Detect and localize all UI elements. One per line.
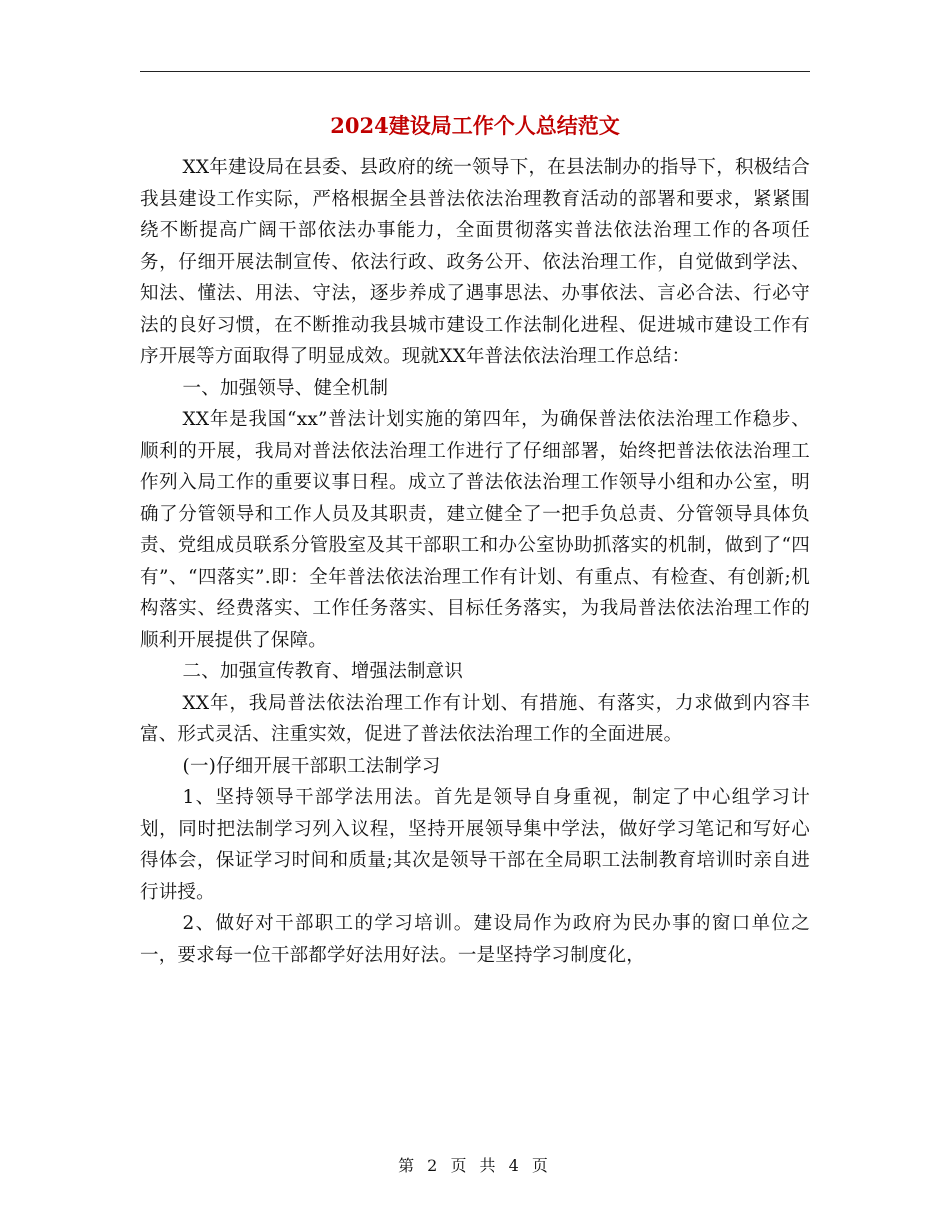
- paragraph-intro: XX年建设局在县委、县政府的统一领导下，在县法制办的指导下，积极结合我县建设工作实际，严格根据全县普法依法治理教育活动的部署和要求，紧紧围绕不断提高广阔干部依法办事能力，全面贯彻落实普法依法治理工作的各项任务，仔细开展法制宣传、依法行政、政务公开、依法治理工作，自觉做到学法、知法、懂法、用法、守法，逐步养成了遇事思法、办事依法、言必合法、行必守法的良好习惯，在不断推动我县城市建设工作法制化进程、促进城市建设工作有序开展等方面取得了明显成效。现就XX年普法依法治理工作总结：: [140, 157, 810, 367]
- paragraph-item-2: 2、做好对干部职工的学习培训。建设局作为政府为民办事的窗口单位之一，要求每一位干部都学好法用好法。一是坚持学习制度化，: [140, 913, 810, 966]
- document-title: 2024建设局工作个人总结范文: [330, 113, 620, 138]
- document-body: [140, 152, 810, 971]
- section-heading-1: 一、加强领导、健全机制: [182, 377, 389, 399]
- paragraph-item-1: 1、坚持领导干部学法用法。首先是领导自身重视，制定了中心组学习计划，同时把法制学习列入议程，坚持开展领导集中学法，做好学习笔记和写好心得体会，保证学习时间和质量;其次是领导干部在全局职工法制教育培训时亲自进行讲授。: [140, 787, 810, 903]
- paragraph-section-2: XX年，我局普法依法治理工作有计划、有措施、有落实，力求做到内容丰富、形式灵活、注重实效，促进了普法依法治理工作的全面进展。: [140, 692, 810, 745]
- page-number: 第 2 页 共 4 页: [398, 1156, 552, 1175]
- subsection-heading-1: (一)仔细开展干部职工法制学习: [182, 755, 441, 777]
- paragraph-section-1: XX年是我国“xx”普法计划实施的第四年，为确保普法依法治理工作稳步、顺利的开展，我局对普法依法治理工作进行了仔细部署，始终把普法依法治理工作列入局工作的重要议事日程。成立了普法依法治理工作领导小组和办公室，明确了分管领导和工作人员及其职责，建立健全了一把手负总责、分管领导具体负责、党组成员联系分管股室及其干部职工和办公室协助抓落实的机制，做到了“四有”、“四落实”.即：全年普法依法治理工作有计划、有重点、有检查、有创新;机构落实、经费落实、工作任务落实、目标任务落实，为我局普法依法治理工作的顺利开展提供了保障。: [140, 409, 810, 651]
- section-heading-2: 二、加强宣传教育、增强法制意识: [182, 661, 464, 682]
- header-rule: [140, 71, 810, 72]
